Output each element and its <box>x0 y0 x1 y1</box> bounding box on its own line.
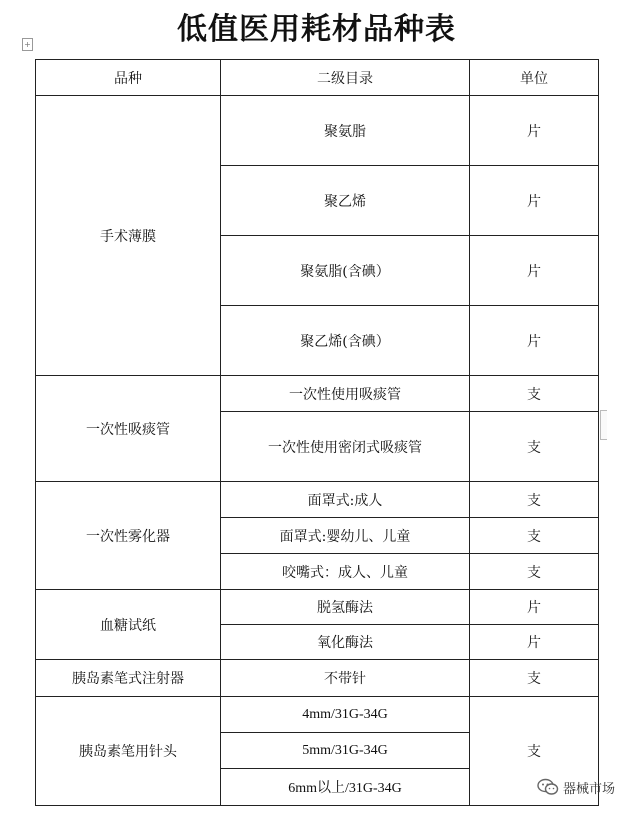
item-name: 脱氢酶法 <box>221 590 470 625</box>
table-header-row <box>36 60 599 96</box>
wechat-icon <box>537 778 559 796</box>
item-name: 面罩式:婴幼儿、儿童 <box>221 518 470 554</box>
item-name: 一次性使用密闭式吸痰管 <box>221 412 470 482</box>
item-unit: 支 <box>470 554 599 590</box>
watermark-text: 器械市场 <box>562 781 615 797</box>
item-unit: 支 <box>470 376 599 412</box>
item-name: 不带针 <box>221 660 470 697</box>
consumables-table <box>35 59 599 806</box>
table-row <box>36 660 599 697</box>
item-unit: 片 <box>470 306 599 376</box>
item-name: 聚氨脂(含碘） <box>221 236 470 306</box>
header-unit: 单位 <box>470 60 599 96</box>
item-unit: 片 <box>470 96 599 166</box>
category-cell: 一次性吸痰管 <box>36 376 221 482</box>
item-name: 6mm以上/31G-34G <box>221 769 470 806</box>
item-unit: 片 <box>470 625 599 660</box>
category-cell: 血糖试纸 <box>36 590 221 660</box>
header-category: 品种 <box>36 60 221 96</box>
item-name: 一次性使用吸痰管 <box>221 376 470 412</box>
scroll-handle[interactable] <box>600 410 607 440</box>
item-name: 4mm/31G-34G <box>221 697 470 733</box>
item-name: 面罩式:成人 <box>221 482 470 518</box>
table-row <box>36 376 599 412</box>
item-name: 聚氨脂 <box>221 96 470 166</box>
category-cell: 一次性雾化器 <box>36 482 221 590</box>
page-title: 低值医用耗材品种表 <box>177 12 456 47</box>
category-cell: 胰岛素笔用针头 <box>36 697 221 806</box>
item-unit: 支 <box>470 482 599 518</box>
table-row <box>36 590 599 625</box>
item-name: 聚乙烯 <box>221 166 470 236</box>
item-name: 咬嘴式：成人、儿童 <box>221 554 470 590</box>
item-name: 氧化酶法 <box>221 625 470 660</box>
anchor-icon: + <box>22 38 33 51</box>
table-row <box>36 482 599 518</box>
category-cell: 胰岛素笔式注射器 <box>36 660 221 697</box>
item-unit: 片 <box>470 236 599 306</box>
item-unit: 片 <box>470 590 599 625</box>
item-unit: 支 <box>470 412 599 482</box>
item-name: 聚乙烯(含碘） <box>221 306 470 376</box>
watermark <box>537 776 615 798</box>
category-cell: 手术薄膜 <box>36 96 221 376</box>
item-unit: 支 <box>470 697 599 806</box>
table-row <box>36 96 599 166</box>
header-subcatalog: 二级目录 <box>221 60 470 96</box>
table-row <box>36 697 599 733</box>
item-unit: 片 <box>470 166 599 236</box>
item-unit: 支 <box>470 660 599 697</box>
item-unit: 支 <box>470 518 599 554</box>
item-name: 5mm/31G-34G <box>221 733 470 769</box>
